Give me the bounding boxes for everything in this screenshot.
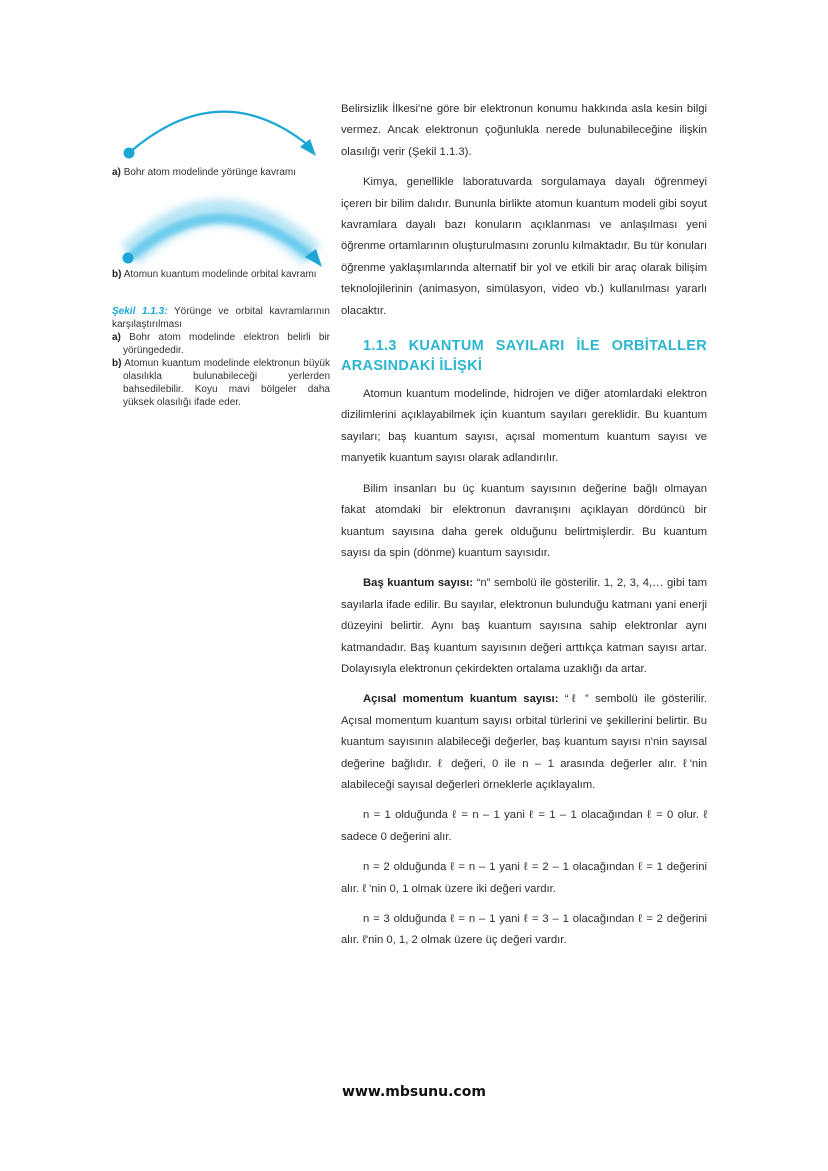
term-acisal-momentum: Açısal momentum kuantum sayısı: (363, 693, 559, 706)
note-a (112, 331, 330, 357)
heading-text: KUANTUM SAYILARI İLE ORBİTALLER ARASINDAKİ İLİŞKİ (341, 338, 707, 375)
bohr-orbit-figure (100, 95, 340, 165)
caption-b (112, 268, 323, 281)
paragraph (341, 689, 707, 796)
paragraph: n = 3 olduğunda ℓ = n – 1 yani ℓ = 3 – 1 olacağından ℓ = 2 değerini alır. ℓ'nin 0, 1, 2 olmak üzere üç değeri vardır. (341, 913, 707, 947)
paragraph (341, 573, 707, 680)
paragraph: Kimya, genellikle laboratuvarda sorgulamaya dayalı öğrenmeyi içeren bir bilim dalıdır. Bununla birlikte atomun kuantum modeli gibi soyut kavramlara dayalı bazı konuların açıklanması ve anlaşılması yeni öğrenme ortamlarının oluşturulmasını zorunlu kılmaktadır. Bu tür konuları öğrenme yaklaşımlarında alternatif bir yol ve etkili bir araç olarak bilişim teknolojilerinin (animasyon, simülasyon, video vb.) kullanılması yararlı olacaktır. (341, 176, 707, 317)
footer-url: www.mbsunu.com (342, 1084, 486, 1100)
electron-dot (124, 148, 135, 159)
sekil-text: Yörünge ve orbital kavramlarının karşılaştırılması (112, 306, 330, 330)
main-text-column (341, 99, 707, 961)
paragraph: Bilim insanları bu üç kuantum sayısının değerine bağlı olmayan fakat atomdaki bir elektronun davranışını açıklayan dördüncü bir kuantum sayısına daha gerek olduğunu belirtmişlerdir. Bu kuantum sayısı da spin (dönme) kuantum sayısıdır. (341, 482, 707, 559)
paragraph: n = 2 olduğunda ℓ = n – 1 yani ℓ = 2 – 1 olacağından ℓ = 1 değerini alır. ℓ 'nin 0, 1 olmak üzere iki değeri vardır. (341, 861, 707, 895)
note-a-label: a) (112, 332, 121, 343)
caption-a-text: Bohr atom modelinde yörünge kavramı (123, 167, 296, 178)
note-b-text: Atomun kuantum modelinde elektronun büyük olasılıkla bulunabileceği yerlerden bahsedilebilir. Koyu mavi bölgeler daha yüksek olasılığı ifade eder. (123, 358, 330, 408)
caption-b-text: Atomun kuantum modelinde orbital kavramı (123, 269, 317, 280)
orbital-cloud-figure (100, 185, 340, 275)
caption-b-label: b) (112, 269, 122, 280)
orbit-arc (130, 112, 308, 152)
sekil-line (112, 305, 330, 331)
paragraph: Atomun kuantum modelinde, hidrojen ve diğer atomlardaki elektron dizilimlerini açıklayabilmek için kuantum sayıları gereklidir. Bu kuantum sayıları; baş kuantum sayısı, açısal momentum kuantum sayısı ve manyetik kuantum sayısı olarak adlandırılır. (341, 388, 707, 465)
note-a-text: Bohr atom modelinde elektron belirli bir yörüngededir. (123, 332, 330, 356)
paragraph-text: “ℓ ” sembolü ile gösterilir. Açısal momentum kuantum sayısı orbital türlerini ve şekillerini belirtir. Bu kuantum sayısının alabileceği değerler, baş kuantum sayısı n'nin sayısal değerine bağlıdır. ℓ değeri, 0 ile n – 1 arasında değerler alır. ℓ'nin alabileceği sayısal değerleri örneklerle açıklayalım. (341, 693, 707, 791)
term-bas-kuantum: Baş kuantum sayısı: (363, 577, 474, 590)
note-b-label: b) (112, 358, 122, 369)
section-heading (341, 336, 707, 376)
electron-dot (123, 253, 134, 264)
figure-caption (112, 305, 330, 409)
paragraph-text: “n” sembolü ile gösterilir. 1, 2, 3, 4,… gibi tam sayılarla ifade edilir. Bu sayılar, elektronun bulunduğu katmanı yani enerji düzeyini belirtir. Aynı baş kuantum sayısına sahip elektronlar aynı katmandadır. Baş kuantum sayısının değeri arttıkça katman sayısı artar. Dolayısıyla elektronun çekirdekten ortalama uzaklığı da artar. (341, 577, 707, 675)
paragraph: n = 1 olduğunda ℓ = n – 1 yani ℓ = 1 – 1 olacağından ℓ = 0 olur. ℓ sadece 0 değerini alır. (341, 809, 707, 843)
sekil-label: Şekil 1.1.3: (112, 306, 168, 317)
note-b (112, 357, 330, 409)
heading-number: 1.1.3 (363, 338, 397, 355)
paragraph: Belirsizlik İlkesi'ne göre bir elektronun konumu hakkında asla kesin bilgi vermez. Ancak elektronun çoğunlukla nerede bulunabileceğine ilişkin olasılığı verir (Şekil 1.1.3). (341, 103, 707, 158)
caption-a-label: a) (112, 167, 121, 178)
caption-a (112, 166, 330, 179)
